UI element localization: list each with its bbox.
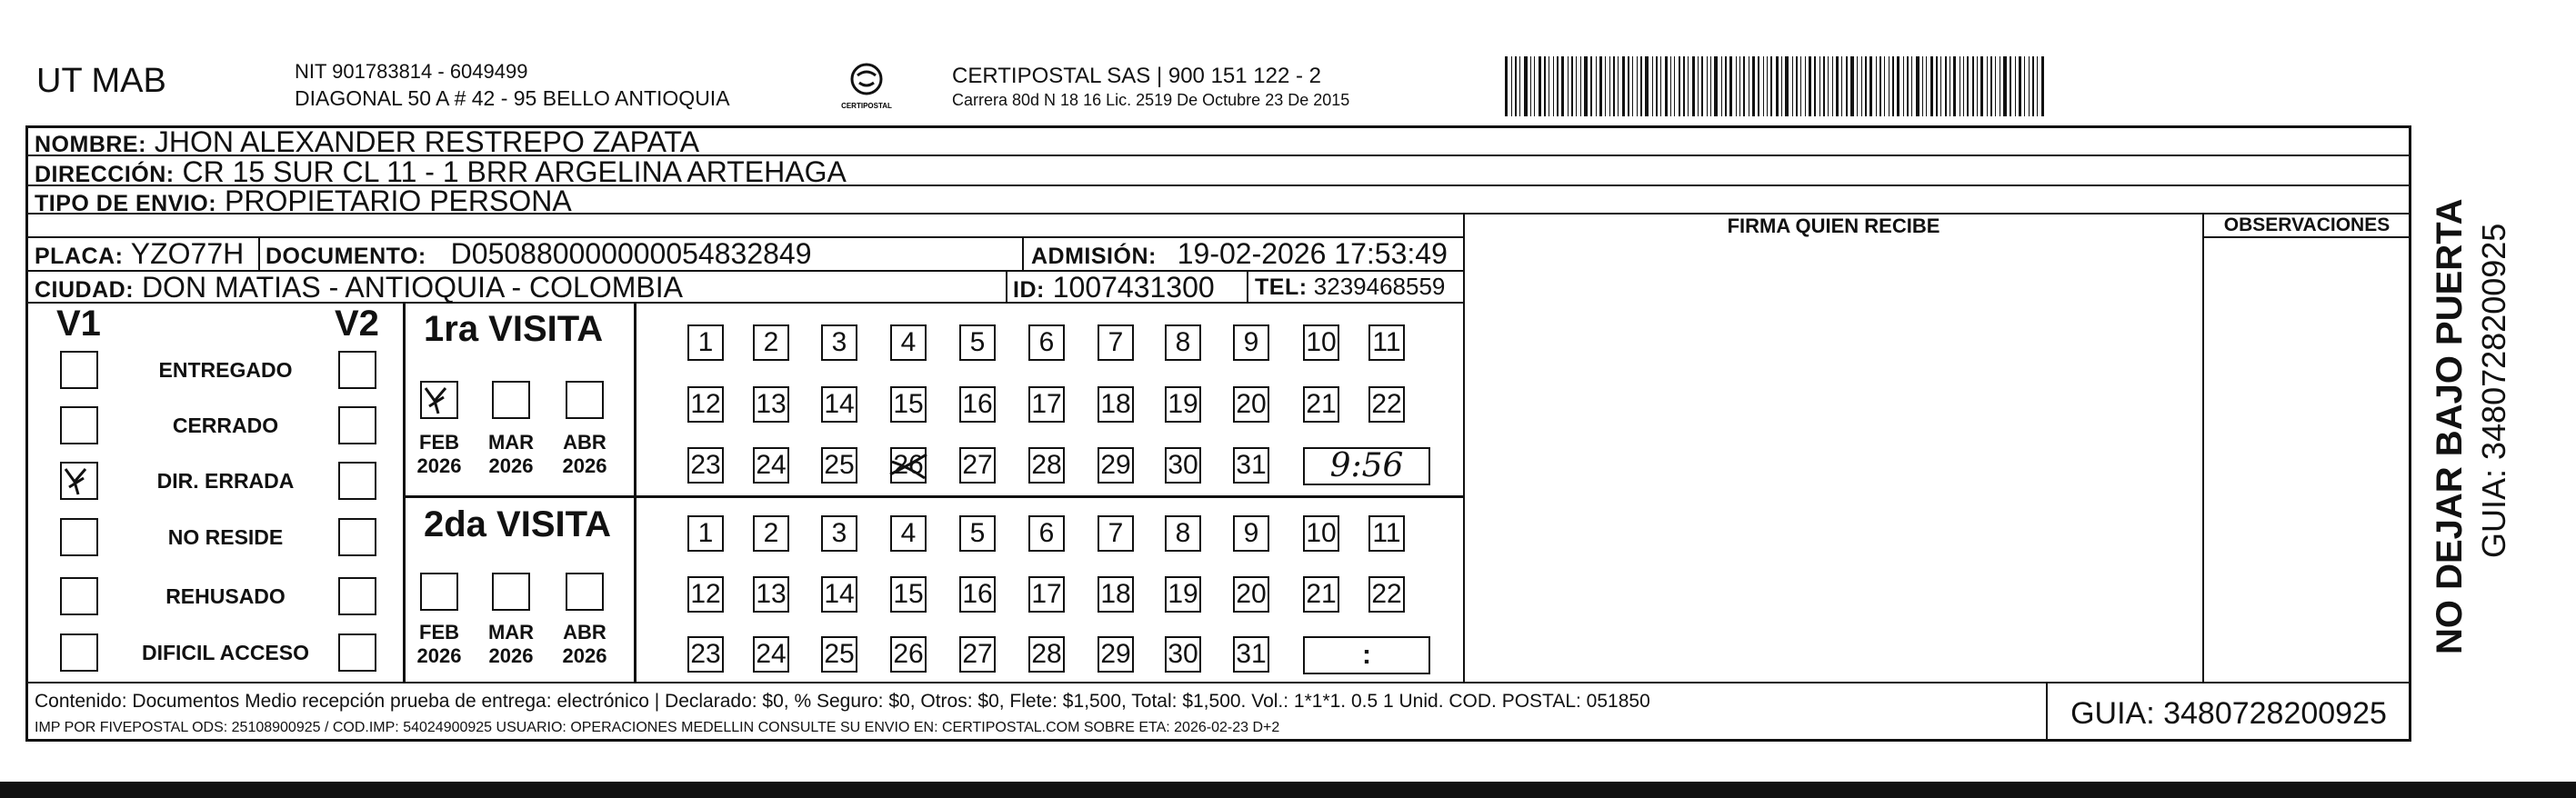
- footer-contents: Contenido: Documentos Medio recepción prueba de entrega: electrónico | Declarado: $0, % Seguro: $0, Otros: $0, Flete: $1,500, Total: $1,500. Vol.: 1*1*1. 0.5 1 Unid. COD. POSTAL: 051850: [35, 691, 1650, 712]
- status-label: REHUSADO: [165, 584, 286, 608]
- second-visit-day[interactable]: 8: [1165, 515, 1201, 552]
- first-visit-day[interactable]: 1: [687, 324, 724, 361]
- second-visit-day[interactable]: 30: [1165, 636, 1201, 673]
- first-visit-day[interactable]: 7: [1098, 324, 1134, 361]
- first-visit-month-label: [479, 431, 543, 479]
- first-visit-day[interactable]: 19: [1165, 386, 1201, 423]
- second-visit-day[interactable]: 26: [890, 636, 927, 673]
- v1-checkbox[interactable]: [60, 577, 98, 615]
- id-value: 1007431300: [1052, 271, 1215, 304]
- second-visit-month-checkbox[interactable]: [492, 573, 530, 611]
- second-visit-day[interactable]: 2: [753, 515, 789, 552]
- side-warning: NO DEJAR BAJO PUERTA: [2430, 198, 2470, 654]
- second-visit-day[interactable]: 27: [959, 636, 996, 673]
- month-name: MAR: [487, 431, 535, 454]
- ciudad-value: DON MATIAS - ANTIOQUIA - COLOMBIA: [141, 271, 683, 304]
- tel-field: [1255, 274, 1445, 299]
- v1-checkbox[interactable]: [60, 406, 98, 444]
- first-visit-day[interactable]: 5: [959, 324, 996, 361]
- second-visit-month-label: [479, 621, 543, 669]
- v1-heading: V1: [56, 304, 101, 344]
- first-visit-day[interactable]: 22: [1368, 386, 1405, 423]
- v2-checkbox[interactable]: [338, 633, 376, 672]
- first-visit-day[interactable]: 16: [959, 386, 996, 423]
- first-visit-day[interactable]: 6: [1028, 324, 1065, 361]
- second-visit-day[interactable]: 6: [1028, 515, 1065, 552]
- second-visit-day[interactable]: 11: [1368, 515, 1405, 552]
- v1-checkbox[interactable]: [60, 462, 98, 500]
- first-visit-day[interactable]: 2: [753, 324, 789, 361]
- second-visit-day[interactable]: 24: [753, 636, 789, 673]
- second-visit-day[interactable]: 28: [1028, 636, 1065, 673]
- placa-field: [35, 239, 244, 268]
- v2-checkbox[interactable]: [338, 406, 376, 444]
- first-visit-day[interactable]: 31: [1233, 447, 1269, 484]
- first-visit-day[interactable]: 24: [753, 447, 789, 484]
- second-visit-day[interactable]: 3: [821, 515, 857, 552]
- footer-guia: GUIA: 3480728200925: [2070, 696, 2387, 731]
- direccion-value: CR 15 SUR CL 11 - 1 BRR ARGELINA ARTEHAGA: [182, 155, 847, 188]
- direccion-label: DIRECCIÓN:: [35, 162, 175, 187]
- first-visit-day[interactable]: 28: [1028, 447, 1065, 484]
- side-guia: GUIA: 3480728200925: [2475, 223, 2512, 558]
- first-visit-day[interactable]: 4: [890, 324, 927, 361]
- second-visit-day[interactable]: 7: [1098, 515, 1134, 552]
- status-label: ENTREGADO: [158, 358, 293, 382]
- nombre-field: [35, 127, 699, 156]
- month-year: 2026: [416, 454, 462, 478]
- first-visit-day[interactable]: 14: [821, 386, 857, 423]
- tipo-envio-label: TIPO DE ENVIO:: [35, 191, 217, 216]
- admision-value: 19-02-2026 17:53:49: [1177, 237, 1448, 270]
- month-name: FEB: [419, 431, 459, 454]
- v2-checkbox[interactable]: [338, 351, 376, 389]
- first-visit-day[interactable]: 25: [821, 447, 857, 484]
- v2-checkbox[interactable]: [338, 462, 376, 500]
- first-visit-day[interactable]: 30: [1165, 447, 1201, 484]
- first-visit-day[interactable]: 10: [1303, 324, 1339, 361]
- second-visit-day[interactable]: 13: [753, 576, 789, 613]
- month-year: 2026: [488, 644, 534, 668]
- firma-heading: FIRMA QUIEN RECIBE: [1727, 214, 1940, 237]
- documento-field: [266, 239, 812, 268]
- placa-label: PLACA:: [35, 244, 124, 269]
- second-visit-day[interactable]: 18: [1098, 576, 1134, 613]
- month-year: 2026: [562, 454, 607, 478]
- certipostal-logo: [837, 59, 897, 114]
- unit-code: UT MAB: [36, 62, 166, 100]
- v1-checkbox[interactable]: [60, 518, 98, 556]
- second-visit-day[interactable]: 31: [1233, 636, 1269, 673]
- ciudad-label: CIUDAD:: [35, 277, 135, 303]
- first-visit-day[interactable]: 12: [687, 386, 724, 423]
- first-visit-day[interactable]: 20: [1233, 386, 1269, 423]
- second-visit-day[interactable]: 5: [959, 515, 996, 552]
- tel-value: 3239468559: [1313, 273, 1446, 300]
- second-visit-day[interactable]: 1: [687, 515, 724, 552]
- tel-label: TEL:: [1255, 274, 1308, 300]
- placa-value: YZO77H: [130, 237, 245, 270]
- first-visit-month-checkbox[interactable]: [420, 381, 458, 419]
- signature-area[interactable]: [1467, 239, 2200, 680]
- v2-checkbox[interactable]: [338, 518, 376, 556]
- month-name: FEB: [419, 621, 459, 643]
- observaciones-area[interactable]: [2206, 239, 2408, 680]
- admision-label: ADMISIÓN:: [1031, 244, 1157, 269]
- documento-label: DOCUMENTO:: [266, 244, 426, 269]
- v2-heading: V2: [335, 304, 379, 344]
- first-visit-day[interactable]: 29: [1098, 447, 1134, 484]
- second-visit-day[interactable]: 15: [890, 576, 927, 613]
- month-name: ABR: [563, 621, 606, 643]
- svg-text:CERTIPOSTAL: CERTIPOSTAL: [841, 102, 892, 110]
- second-visit-day[interactable]: 23: [687, 636, 724, 673]
- second-visit-month-checkbox[interactable]: [420, 573, 458, 611]
- tipo-envio-field: [35, 186, 572, 215]
- month-year: 2026: [562, 644, 607, 668]
- nit: NIT 901783814 - 6049499: [295, 60, 528, 83]
- first-visit-time[interactable]: 9:56: [1303, 447, 1430, 485]
- first-visit-title: 1ra VISITA: [424, 309, 604, 349]
- status-label: NO RESIDE: [167, 525, 284, 549]
- nombre-value: JHON ALEXANDER RESTREPO ZAPATA: [154, 125, 700, 158]
- second-visit-day[interactable]: 21: [1303, 576, 1339, 613]
- first-visit-day[interactable]: 18: [1098, 386, 1134, 423]
- status-label: DIFICIL ACCESO: [141, 641, 309, 664]
- sender-address: DIAGONAL 50 A # 42 - 95 BELLO ANTIOQUIA: [295, 86, 730, 110]
- id-label: ID:: [1013, 277, 1045, 303]
- second-visit-time[interactable]: :: [1303, 636, 1430, 674]
- second-visit-day[interactable]: 12: [687, 576, 724, 613]
- status-label: CERRADO: [172, 414, 279, 437]
- v2-checkbox[interactable]: [338, 577, 376, 615]
- month-name: ABR: [563, 431, 606, 454]
- observaciones-heading: OBSERVACIONES: [2223, 214, 2391, 235]
- first-visit-day[interactable]: 13: [753, 386, 789, 423]
- id-field: [1013, 273, 1215, 302]
- nombre-label: NOMBRE:: [35, 132, 146, 157]
- second-visit-day[interactable]: 25: [821, 636, 857, 673]
- bottom-bar: [0, 782, 2576, 798]
- second-visit-day[interactable]: 29: [1098, 636, 1134, 673]
- direccion-field: [35, 157, 847, 186]
- first-visit-month-checkbox[interactable]: [492, 381, 530, 419]
- first-visit-day[interactable]: 8: [1165, 324, 1201, 361]
- footer-imp: IMP POR FIVEPOSTAL ODS: 25108900925 / COD.IMP: 54024900925 USUARIO: OPERACIONES MEDELLIN CONSULTE SU ENVIO EN: CERTIPOSTAL.COM SOBRE ETA: 2026-02-23 D+2: [35, 720, 1280, 735]
- first-visit-day[interactable]: 3: [821, 324, 857, 361]
- first-visit-day[interactable]: 23: [687, 447, 724, 484]
- second-visit-day[interactable]: 10: [1303, 515, 1339, 552]
- status-label: DIR. ERRADA: [156, 469, 295, 493]
- tipo-envio-value: PROPIETARIO PERSONA: [224, 185, 572, 217]
- second-visit-month-checkbox[interactable]: [566, 573, 604, 611]
- company-name: CERTIPOSTAL SAS | 900 151 122 - 2: [952, 64, 1321, 88]
- second-visit-day[interactable]: 9: [1233, 515, 1269, 552]
- documento-value: D050880000000054832849: [450, 237, 812, 270]
- second-visit-day[interactable]: 14: [821, 576, 857, 613]
- v1-checkbox[interactable]: [60, 633, 98, 672]
- v1-checkbox[interactable]: [60, 351, 98, 389]
- second-visit-day[interactable]: 19: [1165, 576, 1201, 613]
- first-visit-day[interactable]: 11: [1368, 324, 1405, 361]
- admision-field: [1031, 239, 1448, 268]
- month-name: MAR: [487, 621, 535, 643]
- first-visit-day[interactable]: 9: [1233, 324, 1269, 361]
- first-visit-day[interactable]: 17: [1028, 386, 1065, 423]
- second-visit-day[interactable]: 17: [1028, 576, 1065, 613]
- first-visit-month-label: [553, 431, 616, 479]
- first-visit-day[interactable]: 15: [890, 386, 927, 423]
- barcode: [1505, 56, 2223, 116]
- second-visit-title: 2da VISITA: [424, 504, 611, 544]
- company-license: Carrera 80d N 18 16 Lic. 2519 De Octubre 23 De 2015: [952, 91, 1350, 109]
- second-visit-month-label: [553, 621, 616, 669]
- ciudad-field: [35, 273, 683, 302]
- second-visit-month-label: [407, 621, 471, 669]
- first-visit-day[interactable]: 26: [890, 447, 927, 484]
- first-visit-day[interactable]: 27: [959, 447, 996, 484]
- second-visit-day[interactable]: 4: [890, 515, 927, 552]
- month-year: 2026: [488, 454, 534, 478]
- second-visit-day[interactable]: 16: [959, 576, 996, 613]
- first-visit-month-checkbox[interactable]: [566, 381, 604, 419]
- month-year: 2026: [416, 644, 462, 668]
- first-visit-month-label: [407, 431, 471, 479]
- second-visit-day[interactable]: 22: [1368, 576, 1405, 613]
- first-visit-day[interactable]: 21: [1303, 386, 1339, 423]
- second-visit-day[interactable]: 20: [1233, 576, 1269, 613]
